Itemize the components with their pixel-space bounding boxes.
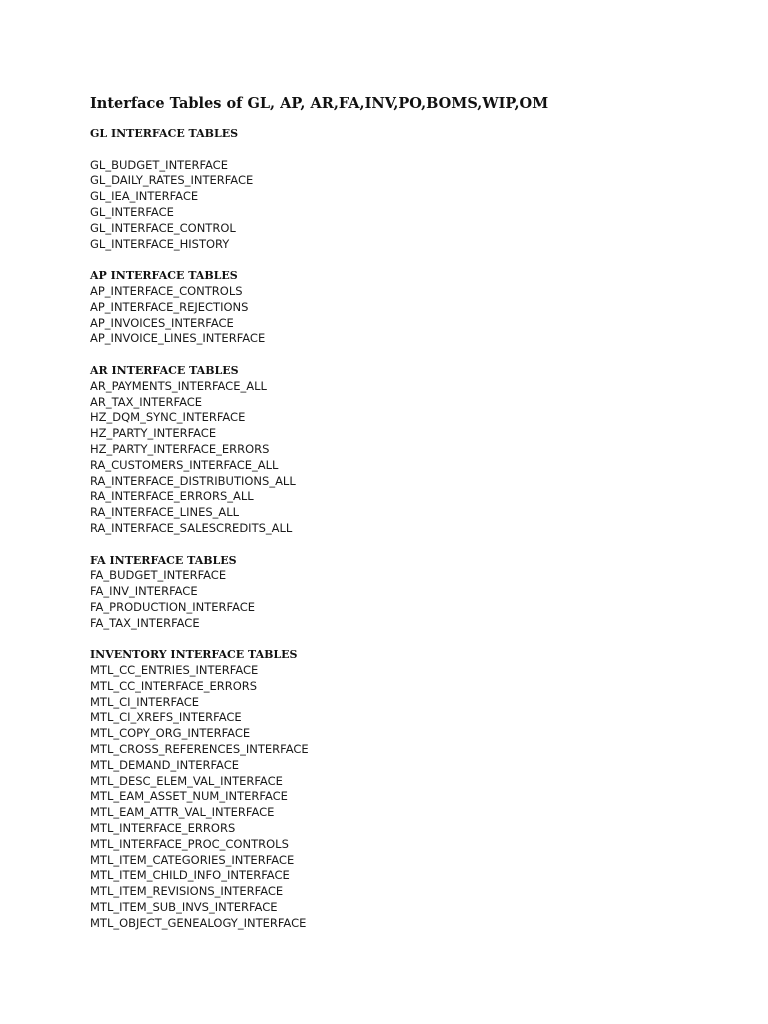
ar-section bbox=[90, 363, 730, 537]
gl-table-item: GL_INTERFACE bbox=[90, 204, 174, 219]
fa-table-item: FA_BUDGET_INTERFACE bbox=[90, 568, 227, 583]
fa-table-list bbox=[90, 568, 730, 631]
inventory-table-item: MTL_DEMAND_INTERFACE bbox=[90, 757, 240, 772]
fa-section bbox=[90, 553, 730, 632]
inventory-table-item: MTL_INTERFACE_PROC_CONTROLS bbox=[90, 836, 289, 851]
inventory-table-item: MTL_CROSS_REFERENCES_INTERFACE bbox=[90, 742, 309, 757]
spacer bbox=[90, 537, 730, 553]
fa-table-item: FA_PRODUCTION_INTERFACE bbox=[90, 599, 256, 614]
inventory-table-item: MTL_ITEM_CHILD_INFO_INTERFACE bbox=[90, 868, 290, 883]
inventory-table-item: MTL_EAM_ASSET_NUM_INTERFACE bbox=[90, 789, 288, 804]
ar-table-item: HZ_PARTY_INTERFACE bbox=[90, 426, 217, 441]
ap-table-item: AP_INVOICES_INTERFACE bbox=[90, 315, 234, 330]
ap-section-heading: AP INTERFACE TABLES bbox=[90, 269, 238, 283]
document-title: Interface Tables of GL, AP, AR,FA,INV,PO,BOMS,WIP,OM bbox=[90, 95, 549, 112]
spacer bbox=[90, 347, 730, 363]
inventory-table-item: MTL_COPY_ORG_INTERFACE bbox=[90, 726, 251, 741]
ap-table-list bbox=[90, 284, 730, 347]
gl-table-item: GL_INTERFACE_CONTROL bbox=[90, 220, 236, 235]
fa-table-item: FA_INV_INTERFACE bbox=[90, 584, 198, 599]
ar-table-item: HZ_PARTY_INTERFACE_ERRORS bbox=[90, 441, 270, 456]
ap-table-item: AP_INTERFACE_CONTROLS bbox=[90, 283, 243, 298]
inventory-table-item: MTL_CI_XREFS_INTERFACE bbox=[90, 710, 242, 725]
ar-table-item: RA_CUSTOMERS_INTERFACE_ALL bbox=[90, 457, 279, 472]
ar-table-item: RA_INTERFACE_LINES_ALL bbox=[90, 505, 240, 520]
ar-table-item: AR_TAX_INTERFACE bbox=[90, 394, 203, 409]
inventory-section bbox=[90, 647, 730, 931]
ap-table-item: AP_INTERFACE_REJECTIONS bbox=[90, 299, 249, 314]
inventory-table-item: MTL_OBJECT_GENEALOGY_INTERFACE bbox=[90, 915, 307, 930]
inventory-table-item: MTL_EAM_ATTR_VAL_INTERFACE bbox=[90, 805, 275, 820]
ar-table-item: AR_PAYMENTS_INTERFACE_ALL bbox=[90, 378, 267, 393]
gl-table-item: GL_DAILY_RATES_INTERFACE bbox=[90, 173, 254, 188]
ar-table-item: RA_INTERFACE_SALESCREDITS_ALL bbox=[90, 520, 293, 535]
inventory-table-item: MTL_CI_INTERFACE bbox=[90, 694, 200, 709]
ar-table-list bbox=[90, 379, 730, 537]
inventory-table-item: MTL_ITEM_CATEGORIES_INTERFACE bbox=[90, 852, 295, 867]
gl-table-item: GL_INTERFACE_HISTORY bbox=[90, 236, 230, 251]
inventory-table-item: MTL_ITEM_REVISIONS_INTERFACE bbox=[90, 884, 284, 899]
gl-table-item: GL_IEA_INTERFACE bbox=[90, 189, 199, 204]
gl-section bbox=[90, 126, 730, 252]
fa-section-heading: FA INTERFACE TABLES bbox=[90, 553, 237, 567]
inventory-table-item: MTL_INTERFACE_ERRORS bbox=[90, 821, 236, 836]
gl-table-list bbox=[90, 158, 730, 253]
spacer bbox=[90, 142, 730, 158]
inventory-table-item: MTL_DESC_ELEM_VAL_INTERFACE bbox=[90, 773, 283, 788]
fa-table-item: FA_TAX_INTERFACE bbox=[90, 615, 200, 630]
document-page bbox=[90, 93, 730, 932]
ap-table-item: AP_INVOICE_LINES_INTERFACE bbox=[90, 331, 266, 346]
inventory-table-list bbox=[90, 663, 730, 932]
inventory-section-heading: INVENTORY INTERFACE TABLES bbox=[90, 648, 298, 662]
ar-table-item: HZ_DQM_SYNC_INTERFACE bbox=[90, 410, 246, 425]
ap-section bbox=[90, 268, 730, 347]
spacer bbox=[90, 252, 730, 268]
inventory-table-item: MTL_CC_ENTRIES_INTERFACE bbox=[90, 663, 259, 678]
spacer bbox=[90, 632, 730, 648]
inventory-table-item: MTL_ITEM_SUB_INVS_INTERFACE bbox=[90, 900, 278, 915]
gl-section-heading: GL INTERFACE TABLES bbox=[90, 127, 239, 140]
ar-table-item: RA_INTERFACE_ERRORS_ALL bbox=[90, 489, 254, 504]
spacer bbox=[90, 115, 730, 126]
ar-table-item: RA_INTERFACE_DISTRIBUTIONS_ALL bbox=[90, 473, 296, 488]
ar-section-heading: AR INTERFACE TABLES bbox=[90, 363, 239, 377]
inventory-table-item: MTL_CC_INTERFACE_ERRORS bbox=[90, 678, 258, 693]
gl-table-item: GL_BUDGET_INTERFACE bbox=[90, 157, 228, 172]
